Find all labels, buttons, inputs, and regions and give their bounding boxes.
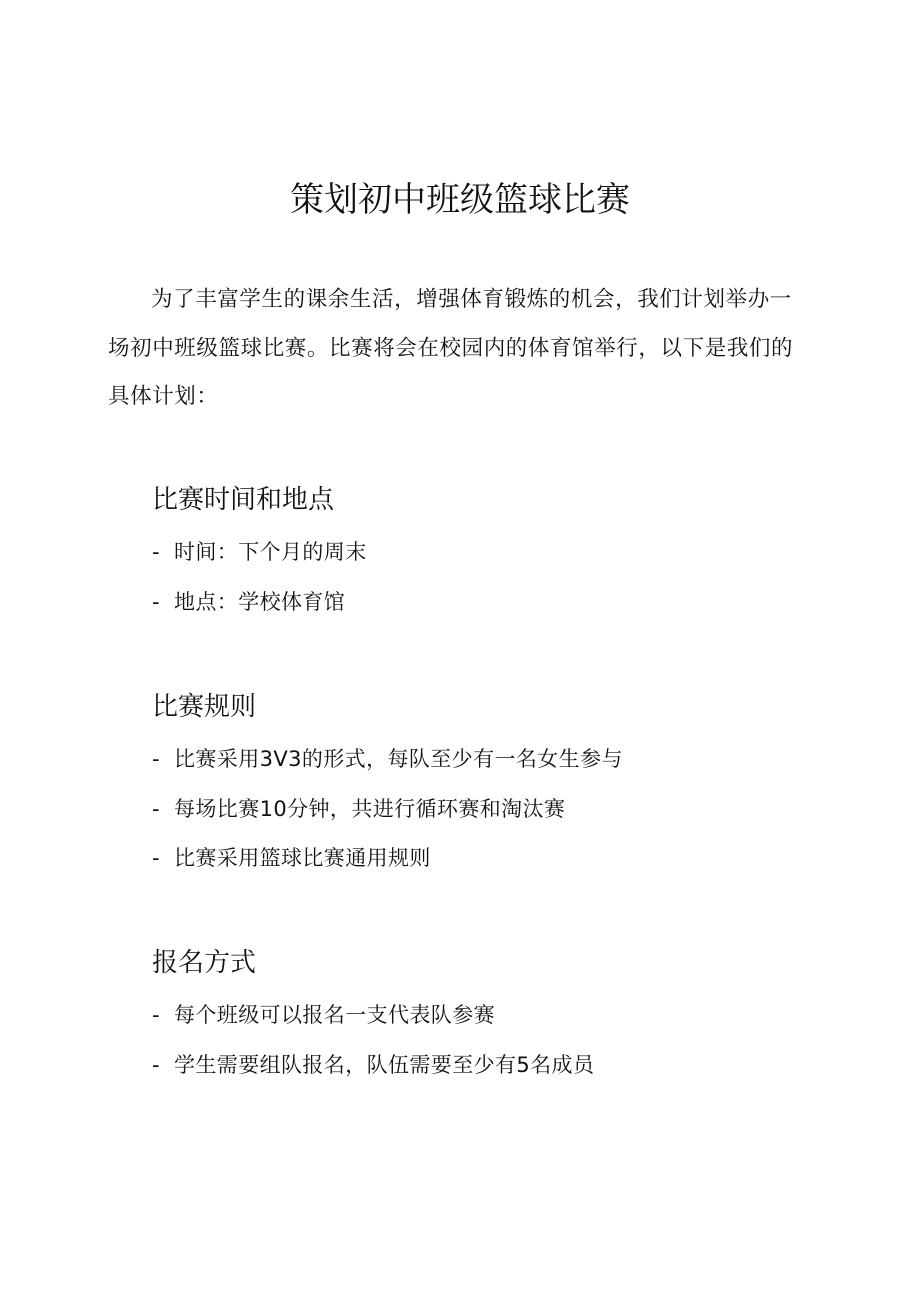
bullet-dash: -	[152, 1052, 160, 1077]
list-item-text: 学生需要组队报名，队伍需要至少有5名成员	[174, 1052, 595, 1077]
list-item	[152, 578, 812, 628]
list-item-text: 地点：学校体育馆	[174, 589, 346, 614]
intro-paragraph: 为了丰富学生的课余生活，增强体育锻炼的机会，我们计划举办一场初中班级篮球比赛。比赛将会在校园内的体育馆举行，以下是我们的具体计划：	[108, 287, 794, 409]
bullet-dash: -	[152, 747, 160, 771]
section-heading: 报名方式	[152, 948, 257, 978]
list-item-text: 比赛采用篮球比赛通用规则	[174, 846, 431, 870]
list-item	[152, 528, 812, 578]
section-heading: 比赛时间和地点	[152, 485, 335, 515]
list-item-text: 每个班级可以报名一支代表队参赛	[174, 1003, 495, 1027]
document-title: 策划初中班级篮球比赛	[290, 180, 630, 220]
section-rules	[152, 687, 812, 884]
list-item	[152, 735, 812, 785]
section-time-location	[152, 480, 812, 627]
list-item	[152, 1041, 812, 1091]
bullet-dash: -	[152, 1003, 160, 1027]
list-item	[152, 991, 812, 1041]
list-item	[152, 785, 812, 835]
section-heading: 比赛规则	[152, 692, 257, 722]
list-item	[152, 834, 812, 884]
bullet-dash: -	[152, 589, 160, 614]
bullet-dash: -	[152, 846, 160, 870]
bullet-dash: -	[152, 796, 160, 821]
section-registration	[152, 943, 812, 1090]
list-item-text: 每场比赛10分钟，共进行循环赛和淘汰赛	[174, 796, 566, 821]
bullet-dash: -	[152, 540, 160, 564]
list-item-text: 时间：下个月的周末	[174, 540, 367, 564]
list-item-text: 比赛采用3V3的形式，每队至少有一名女生参与	[174, 747, 623, 771]
